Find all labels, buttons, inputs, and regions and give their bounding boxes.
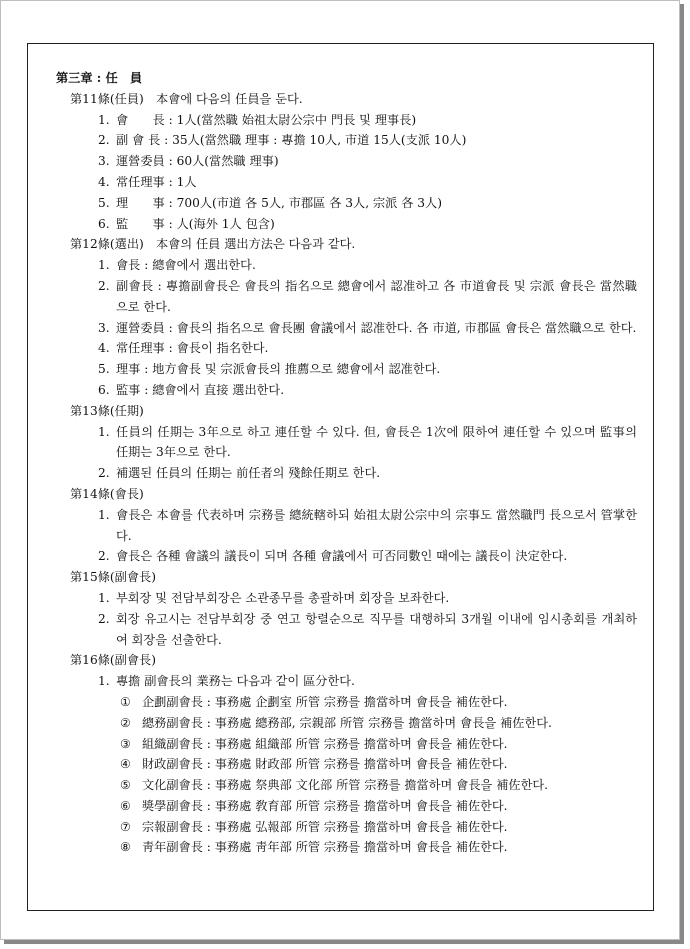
item-text: 任員의 任期는 3年으로 하고 連任할 수 있다. 但, 會長은 1次에 限하여 連任할 수 있으며 監事의 任期는 3年으로 한다. bbox=[116, 424, 637, 460]
article-heading: 第11條(任員) 本會에 다음의 任員을 둔다. bbox=[70, 91, 303, 106]
item-number: 5. bbox=[98, 195, 110, 210]
sub-item-number: ③ bbox=[120, 736, 131, 751]
sub-item bbox=[120, 817, 653, 838]
item-number: 2. bbox=[98, 278, 110, 293]
article-item bbox=[98, 214, 637, 235]
sub-item-number: ⑧ bbox=[120, 840, 131, 855]
sub-item-number: ① bbox=[120, 694, 131, 709]
article-item bbox=[98, 130, 637, 151]
sub-item bbox=[120, 775, 653, 796]
item-text: 運營委員 : 60人(當然職 理事) bbox=[116, 154, 279, 169]
article-heading: 第15條(副會長) bbox=[70, 570, 156, 585]
article-item bbox=[98, 276, 637, 318]
sub-item bbox=[120, 692, 653, 713]
item-text: 監 事 : 人(海外 1人 包含) bbox=[116, 216, 275, 231]
item-number: 1. bbox=[98, 507, 110, 522]
item-text: 會 長 : 1人(當然職 始祖太尉公宗中 門長 및 理事長) bbox=[116, 112, 417, 127]
article-heading: 第13條(任期) bbox=[70, 403, 144, 418]
item-text: 부회장 및 전담부회장은 소관종무를 총괄하며 회장을 보좌한다. bbox=[116, 590, 450, 605]
item-text: 會長 : 總會에서 選出한다. bbox=[116, 258, 256, 273]
item-text: 專擔 副會長의 業務는 다음과 같이 區分한다. bbox=[116, 674, 355, 689]
sub-item-text: 靑年副會長 : 事務處 靑年部 所管 宗務를 擔當하며 會長을 補佐한다. bbox=[142, 840, 508, 855]
sub-item-text: 總務副會長 : 事務處 總務部, 宗親部 所管 宗務를 擔當하며 會長을 補佐한다. bbox=[142, 715, 552, 730]
article-item bbox=[98, 359, 637, 380]
item-text: 理 事 : 700人(市道 各 5人, 市郡區 各 3人, 宗派 各 3人) bbox=[116, 195, 443, 210]
article-item bbox=[98, 318, 637, 339]
item-number: 1. bbox=[98, 590, 110, 605]
item-number: 1. bbox=[98, 112, 110, 127]
item-number: 6. bbox=[98, 382, 110, 397]
article-item bbox=[98, 193, 637, 214]
article-item bbox=[98, 588, 637, 609]
sub-item-text: 獎學副會長 : 事務處 敎育部 所管 宗務를 擔當하며 會長을 補佐한다. bbox=[142, 798, 508, 813]
item-text: 常任理事 : 1人 bbox=[116, 174, 197, 189]
item-number: 3. bbox=[98, 154, 110, 169]
item-text: 運營委員 : 會長의 指名으로 會長團 會議에서 認准한다. 各 市道, 市郡區 會長은 當然職으로 한다. bbox=[116, 320, 637, 335]
item-text: 副 會 長 : 35人(當然職 理事 : 專擔 10人, 市道 15人(支派 10人) bbox=[116, 133, 467, 148]
sub-item-text: 組織副會長 : 事務處 組織部 所管 宗務를 擔當하며 會長을 補佐한다. bbox=[142, 736, 508, 751]
item-number: 1. bbox=[98, 424, 110, 439]
article-item bbox=[98, 546, 637, 567]
item-number: 2. bbox=[98, 133, 110, 148]
article-heading: 第14條(會長) bbox=[70, 486, 144, 501]
article-heading: 第12條(選出) 本會의 任員 選出方法은 다음과 같다. bbox=[70, 237, 356, 252]
chapter-title: 第三章 : 任 員 bbox=[56, 71, 143, 85]
sub-item bbox=[120, 713, 653, 734]
article-item bbox=[98, 255, 637, 276]
item-text: 會長은 各種 會議의 議長이 되며 各種 會議에서 可否同數인 때에는 議長이 決定한다. bbox=[116, 549, 568, 564]
sub-item-number: ⑥ bbox=[120, 798, 131, 813]
item-text: 회장 유고시는 전담부회장 중 연고 항렬순으로 직무를 대행하되 3개월 이내에 임시총회를 개최하여 회장을 선출한다. bbox=[116, 611, 637, 647]
item-text: 常任理事 : 會長이 指名한다. bbox=[116, 341, 269, 356]
item-number: 6. bbox=[98, 216, 110, 231]
item-text: 會長은 本會를 代表하며 宗務를 總統轄하되 始祖太尉公宗中의 宗事도 當然職門 長으로서 管掌한다. bbox=[116, 507, 637, 543]
sub-item-number: ⑦ bbox=[120, 819, 131, 834]
sub-item-text: 財政副會長 : 事務處 財政部 所管 宗務를 擔當하며 會長을 補佐한다. bbox=[142, 757, 508, 772]
article-heading: 第16條(副會長) bbox=[70, 653, 156, 668]
article-item bbox=[98, 338, 637, 359]
item-number: 2. bbox=[98, 549, 110, 564]
sub-item bbox=[120, 754, 653, 775]
item-number: 3. bbox=[98, 320, 110, 335]
article-item bbox=[98, 671, 637, 692]
item-text: 補選된 任員의 任期는 前任者의 殘餘任期로 한다. bbox=[116, 466, 381, 481]
sub-item bbox=[120, 837, 653, 858]
sub-item-text: 宗報副會長 : 事務處 弘報部 所管 宗務를 擔當하며 會長을 補佐한다. bbox=[142, 819, 508, 834]
article-item bbox=[98, 463, 637, 484]
item-number: 2. bbox=[98, 466, 110, 481]
item-text: 副會長 : 專擔副會長은 會長의 指名으로 總會에서 認准하고 各 市道會長 및 宗派 會長은 當然職으로 한다. bbox=[116, 278, 637, 314]
item-number: 5. bbox=[98, 362, 110, 377]
document-content bbox=[28, 68, 653, 858]
sub-item-number: ④ bbox=[120, 757, 131, 772]
item-number: 1. bbox=[98, 674, 110, 689]
article-item bbox=[98, 422, 637, 464]
article-item bbox=[98, 110, 637, 131]
item-text: 監事 : 總會에서 直接 選出한다. bbox=[116, 382, 285, 397]
sub-item-number: ② bbox=[120, 715, 131, 730]
item-text: 理事 : 地方會長 및 宗派會長의 推薦으로 總會에서 認准한다. bbox=[116, 362, 441, 377]
sub-item-text: 企劃副會長 : 事務處 企劃室 所管 宗務를 擔當하며 會長을 補佐한다. bbox=[142, 694, 508, 709]
sub-item bbox=[120, 796, 653, 817]
item-number: 4. bbox=[98, 174, 110, 189]
item-number: 2. bbox=[98, 611, 110, 626]
article-item bbox=[98, 172, 637, 193]
article-item bbox=[98, 151, 637, 172]
sub-item-text: 文化副會長 : 事務處 祭典部 文化部 所管 宗務를 擔當하며 會長을 補佐한다. bbox=[142, 778, 548, 793]
article-item bbox=[98, 609, 637, 651]
item-number: 4. bbox=[98, 341, 110, 356]
item-number: 1. bbox=[98, 258, 110, 273]
sub-item bbox=[120, 734, 653, 755]
document-frame bbox=[27, 43, 654, 911]
article-item bbox=[98, 505, 637, 547]
article-item bbox=[98, 380, 637, 401]
sub-item-number: ⑤ bbox=[120, 778, 131, 793]
